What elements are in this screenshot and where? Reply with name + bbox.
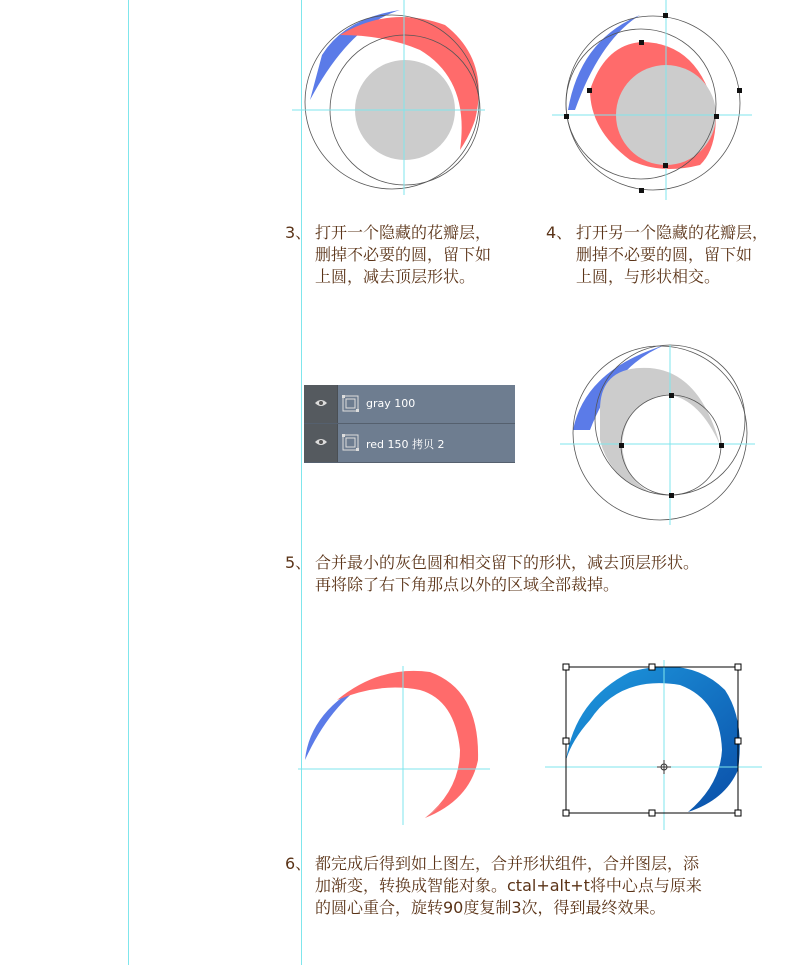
step-line: 打开另一个隐藏的花瓣层，	[576, 223, 769, 242]
blue-crescent	[566, 666, 740, 812]
step-line: 上圆，减去顶层形状。	[315, 267, 476, 286]
step-number: 4、	[546, 223, 573, 242]
step-line: 的圆心重合，旋转90度复制3次，得到最终效果。	[315, 898, 666, 917]
step-line: 加渐变，转换成智能对象。ctal+alt+t将中心点与原来	[315, 876, 702, 895]
pivot-point	[657, 760, 671, 774]
step-line: 再将除了右下角那点以外的区域全部裁掉。	[315, 575, 620, 594]
step-line: 删掉不必要的圆，留下如	[315, 245, 492, 264]
step-line: 上圆，与形状相交。	[576, 267, 721, 286]
step-line: 合并最小的灰色圆和相交留下的形状，减去顶层形状。	[315, 553, 700, 572]
step-number: 5、	[285, 553, 312, 572]
layer-name: red 150 拷贝 2	[366, 438, 445, 451]
step-number: 3、	[285, 223, 312, 242]
step-line: 打开一个隐藏的花瓣层，	[315, 223, 492, 242]
step-number: 6、	[285, 854, 312, 873]
step-line: 删掉不必要的圆，留下如	[576, 245, 753, 264]
step-line: 都完成后得到如上图左，合并形状组件，合并图层，添	[315, 854, 700, 873]
layer-name: gray 100	[366, 397, 416, 410]
